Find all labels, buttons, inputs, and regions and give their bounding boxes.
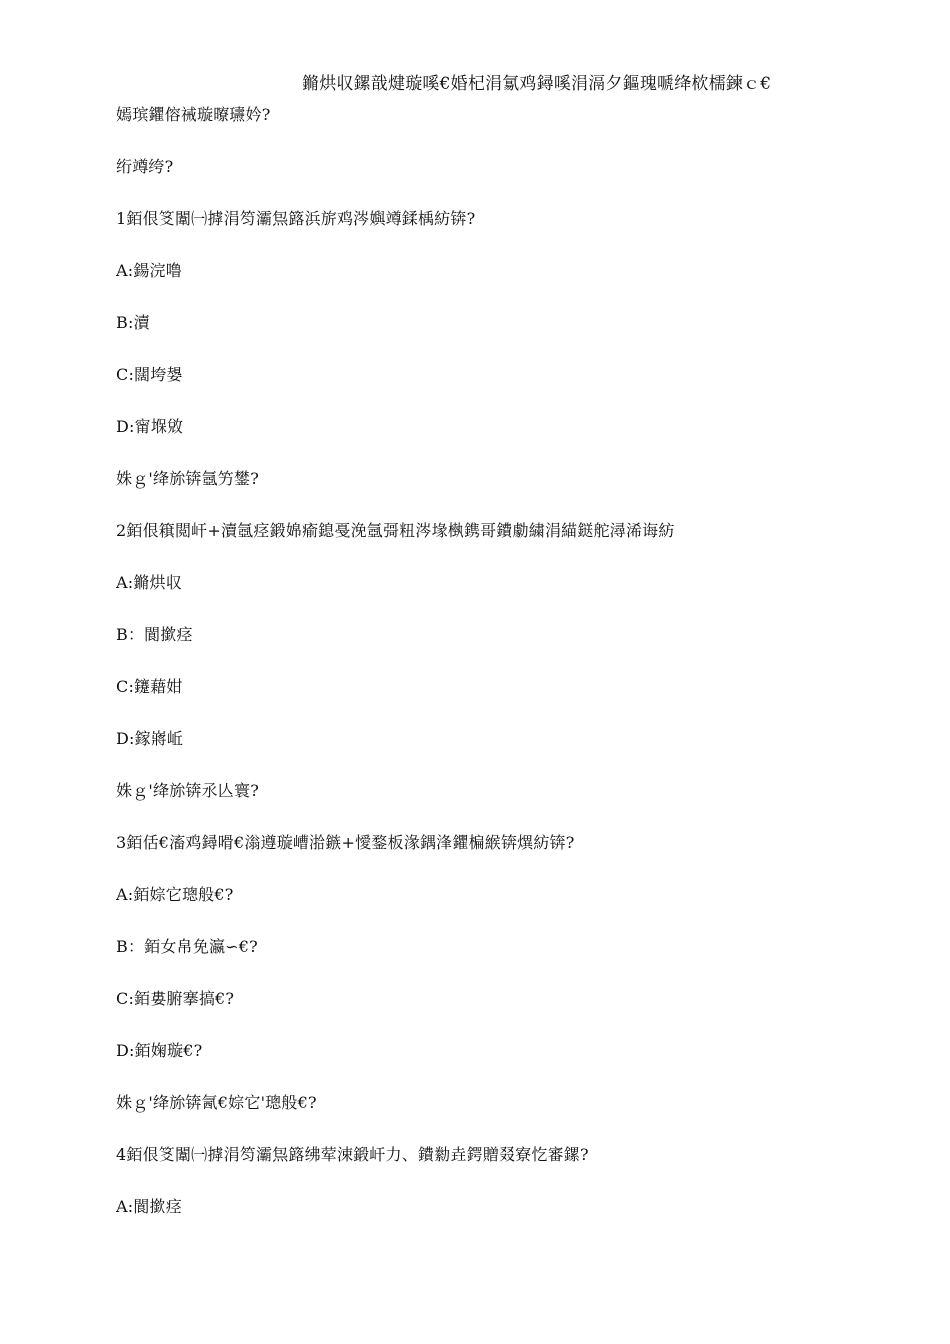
q3-option-d: D:銆婅璇€?: [116, 1041, 203, 1060]
q3-option-a: A:銆婃它璁般€?: [116, 885, 234, 904]
q1-option-b: B:瀆: [116, 313, 150, 332]
question-1: 1銆佷笅闈㈠摢涓笉灞炰簬浜旂鸡涔嬩竴鍒楀紡锛?: [116, 209, 476, 228]
q1-option-a: A:鍚浣噜: [116, 261, 182, 280]
q2-option-b: B：閬撳痉: [116, 625, 193, 644]
document-body: [116, 102, 896, 1246]
document-title: 鏅烘収鏍戠煡璇嗘€婚杞涓氱鸡鐞嗘涓滆夕鏂瑰嗁绛栨檽鍊ｃ€: [302, 74, 772, 94]
q1-answer: 姝ｇ'绛旀锛氬竻鐢?: [116, 469, 259, 488]
q1-option-c: C:闊垮嫢: [116, 365, 183, 384]
question-2: 2銆佷簯閲屽+瀆氬痉鍛婂瘉鎴戞浼氬彁粈涔堟槸鎸哥鐨勮繍涓緢鎹舵潯浠诲紡: [116, 521, 675, 540]
question-4: 4銆佷笅闈㈠摢涓笉灞炰簬绋荤涑鍛屽力、鐨勬垚鍔贈叕寮忔審鏍?: [116, 1145, 589, 1164]
q1-option-d: D:甯堢敓: [116, 417, 184, 436]
q2-option-c: C:鑳藉姏: [116, 677, 183, 696]
q3-option-b: B：銆女帛免瀛∽€?: [116, 937, 258, 956]
q2-option-d: D:鎵嶈岴: [116, 729, 184, 748]
q2-answer: 姝ｇ'绛旀锛氶亾寰?: [116, 781, 259, 800]
q2-option-a: A:鏅烘収: [116, 573, 182, 592]
q3-answer: 姝ｇ'绛旀锛氥€婃它'璁般€?: [116, 1093, 317, 1112]
section-heading: 绗竴绔?: [116, 157, 174, 176]
intro-line: 嫣瑸鑺傛祴璇曢瓙妗?: [116, 105, 271, 124]
question-3: 3銆佸€滀鸡鐞嗗€滃遵璇嶆湁鏃+懓鍪板湪鍝浲鑺楄緱锛熼紡锛?: [116, 833, 575, 852]
q3-option-c: C:銆婁腑搴搞€?: [116, 989, 235, 1008]
q4-option-a: A:閬撳痉: [116, 1197, 182, 1216]
